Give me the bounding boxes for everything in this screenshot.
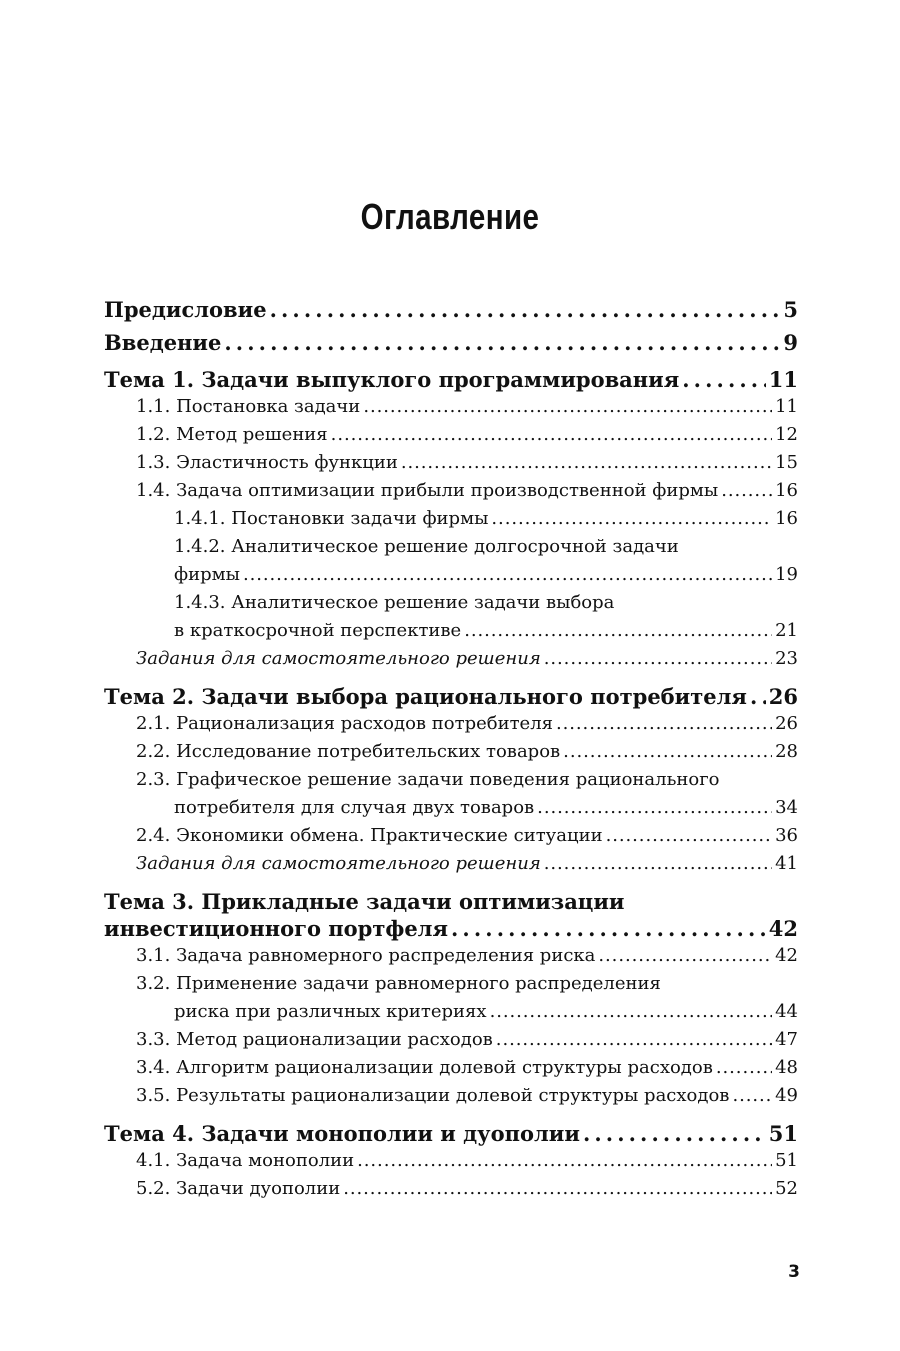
toc-page-number: 41 [775, 853, 798, 874]
toc-page-number: 44 [775, 1001, 798, 1022]
toc-section-1-4-3[interactable] [104, 617, 798, 645]
toc-page-number: 42 [768, 916, 798, 941]
toc-entry-title: 3.3. Метод рационализации расходов [136, 1029, 493, 1050]
page-title: Оглавление [360, 196, 540, 237]
toc-leader-dots [451, 915, 766, 942]
toc-chapter-2[interactable] [104, 683, 798, 710]
toc-section-1-1[interactable] [104, 393, 798, 421]
toc-leader-dots [721, 477, 772, 505]
toc-leader-dots [357, 1147, 772, 1175]
toc-entry-preface[interactable] [104, 296, 798, 323]
toc-tasks-2[interactable] [104, 850, 798, 878]
toc-leader-dots [732, 1082, 772, 1110]
toc-entry-title: в краткосрочной перспективе [174, 620, 462, 641]
toc-section-4-2[interactable] [104, 1175, 798, 1203]
toc-entry-title: инвестиционного портфеля [104, 916, 448, 941]
toc-entry-title: Тема 4. Задачи монополии и дуополии [104, 1121, 580, 1146]
toc-page-number: 16 [775, 508, 798, 529]
toc-entry-title: 1.4. Задача оптимизации прибыли производственной фирмы [136, 480, 719, 501]
toc-chapter-4[interactable] [104, 1120, 798, 1147]
toc-chapter-3-line1[interactable]: Тема 3. Прикладные задачи оптимизации [104, 889, 625, 914]
toc-entry-title: Тема 1. Задачи выпуклого программирования [104, 367, 680, 392]
toc-section-1-4-3-line1[interactable]: 1.4.3. Аналитическое решение задачи выбора [174, 592, 615, 613]
toc-entry-title: 3.4. Алгоритм рационализации долевой структуры расходов [136, 1057, 713, 1078]
toc-page-number: 51 [768, 1121, 798, 1146]
toc-section-1-3[interactable] [104, 449, 798, 477]
toc-entry-title: 1.2. Метод решения [136, 424, 328, 445]
toc-page-number: 19 [775, 564, 798, 585]
toc-entry-title: 3.5. Результаты рационализации долевой структуры расходов [136, 1085, 730, 1106]
toc-page-number: 16 [775, 480, 798, 501]
toc-leader-dots [464, 617, 772, 645]
toc-entry-title: 4.1. Задача монополии [136, 1150, 355, 1171]
toc-section-1-4-2[interactable] [104, 561, 798, 589]
toc-entry-title: 1.3. Эластичность функции [136, 452, 398, 473]
toc-leader-dots [598, 942, 772, 970]
toc-page-number: 48 [775, 1057, 798, 1078]
toc-page-number: 36 [775, 825, 798, 846]
toc-page-number: 26 [768, 684, 798, 709]
toc-section-3-2[interactable] [104, 998, 798, 1026]
toc-leader-dots [270, 296, 781, 323]
toc-page-number: 47 [775, 1029, 798, 1050]
toc-entry-title: 2.1. Рационализация расходов потребителя [136, 713, 553, 734]
toc-page-number: 52 [775, 1178, 798, 1199]
toc-entry-title: 2.2. Исследование потребительских товаров [136, 741, 561, 762]
toc-leader-dots [563, 738, 772, 766]
toc-leader-dots [716, 1054, 772, 1082]
toc-leader-dots [556, 710, 772, 738]
toc-page-number: 11 [768, 367, 798, 392]
toc-page-number: 42 [775, 945, 798, 966]
toc-leader-dots [401, 449, 772, 477]
toc-section-3-1[interactable] [104, 942, 798, 970]
toc-entry-title: 3.1. Задача равномерного распределения риска [136, 945, 596, 966]
toc-page-number: 26 [775, 713, 798, 734]
toc-chapter-3[interactable] [104, 915, 798, 942]
toc-leader-dots [544, 645, 772, 673]
toc-tasks-1[interactable] [104, 645, 798, 673]
toc-entry-title: фирмы [174, 564, 240, 585]
toc-entry-title: Введение [104, 330, 222, 355]
toc-page-number: 12 [775, 424, 798, 445]
toc-page-number: 51 [775, 1150, 798, 1171]
toc-entry-title: потребителя для случая двух товаров [174, 797, 535, 818]
toc-chapter-1[interactable] [104, 366, 798, 393]
toc-leader-dots [682, 366, 766, 393]
toc-page-number: 49 [775, 1085, 798, 1106]
toc-section-2-3[interactable] [104, 794, 798, 822]
toc-entry-title: 1.4.1. Постановки задачи фирмы [174, 508, 489, 529]
toc-page-number: 21 [775, 620, 798, 641]
toc-leader-dots [224, 329, 780, 356]
toc-page-number: 9 [783, 330, 798, 355]
toc-entry-title: Предисловие [104, 297, 267, 322]
toc-leader-dots [343, 1175, 772, 1203]
table-of-contents [104, 296, 798, 1203]
toc-section-3-2-line1[interactable]: 3.2. Применение задачи равномерного распределения [136, 973, 661, 994]
toc-leader-dots [750, 683, 766, 710]
toc-leader-dots [331, 421, 772, 449]
toc-section-2-4[interactable] [104, 822, 798, 850]
toc-entry-title: Тема 2. Задачи выбора рационального потребителя [104, 684, 747, 709]
toc-leader-dots [544, 850, 772, 878]
toc-section-2-1[interactable] [104, 710, 798, 738]
toc-section-3-4[interactable] [104, 1054, 798, 1082]
toc-entry-intro[interactable] [104, 329, 798, 356]
toc-page-number: 28 [775, 741, 798, 762]
toc-entry-title: 5.2. Задачи дуополии [136, 1178, 341, 1199]
toc-entry-title: 1.1. Постановка задачи [136, 396, 361, 417]
toc-leader-dots [243, 561, 772, 589]
toc-section-1-4[interactable] [104, 477, 798, 505]
toc-section-1-2[interactable] [104, 421, 798, 449]
toc-leader-dots [606, 822, 773, 850]
toc-section-1-4-1[interactable] [104, 505, 798, 533]
toc-leader-dots [583, 1120, 766, 1147]
toc-leader-dots [496, 1026, 772, 1054]
toc-page-number: 5 [783, 297, 798, 322]
toc-page-number: 11 [775, 396, 798, 417]
toc-section-1-4-2-line1[interactable]: 1.4.2. Аналитическое решение долгосрочной задачи [174, 536, 679, 557]
toc-entry-title: Задания для самостоятельного решения [136, 648, 541, 669]
toc-section-2-3-line1[interactable]: 2.3. Графическое решение задачи поведения рационального [136, 769, 720, 790]
toc-entry-title: 2.4. Экономики обмена. Практические ситуации [136, 825, 603, 846]
toc-page-number: 15 [775, 452, 798, 473]
toc-section-3-5[interactable] [104, 1082, 798, 1110]
toc-section-2-2[interactable] [104, 738, 798, 766]
toc-entry-title: Задания для самостоятельного решения [136, 853, 541, 874]
toc-section-4-1[interactable] [104, 1147, 798, 1175]
toc-leader-dots [363, 393, 772, 421]
toc-leader-dots [537, 794, 772, 822]
toc-page-number: 23 [775, 648, 798, 669]
page-number: 3 [788, 1262, 800, 1282]
toc-leader-dots [490, 998, 773, 1026]
toc-leader-dots [491, 505, 772, 533]
toc-entry-title: риска при различных критериях [174, 1001, 487, 1022]
toc-page-number: 34 [775, 797, 798, 818]
toc-section-3-3[interactable] [104, 1026, 798, 1054]
